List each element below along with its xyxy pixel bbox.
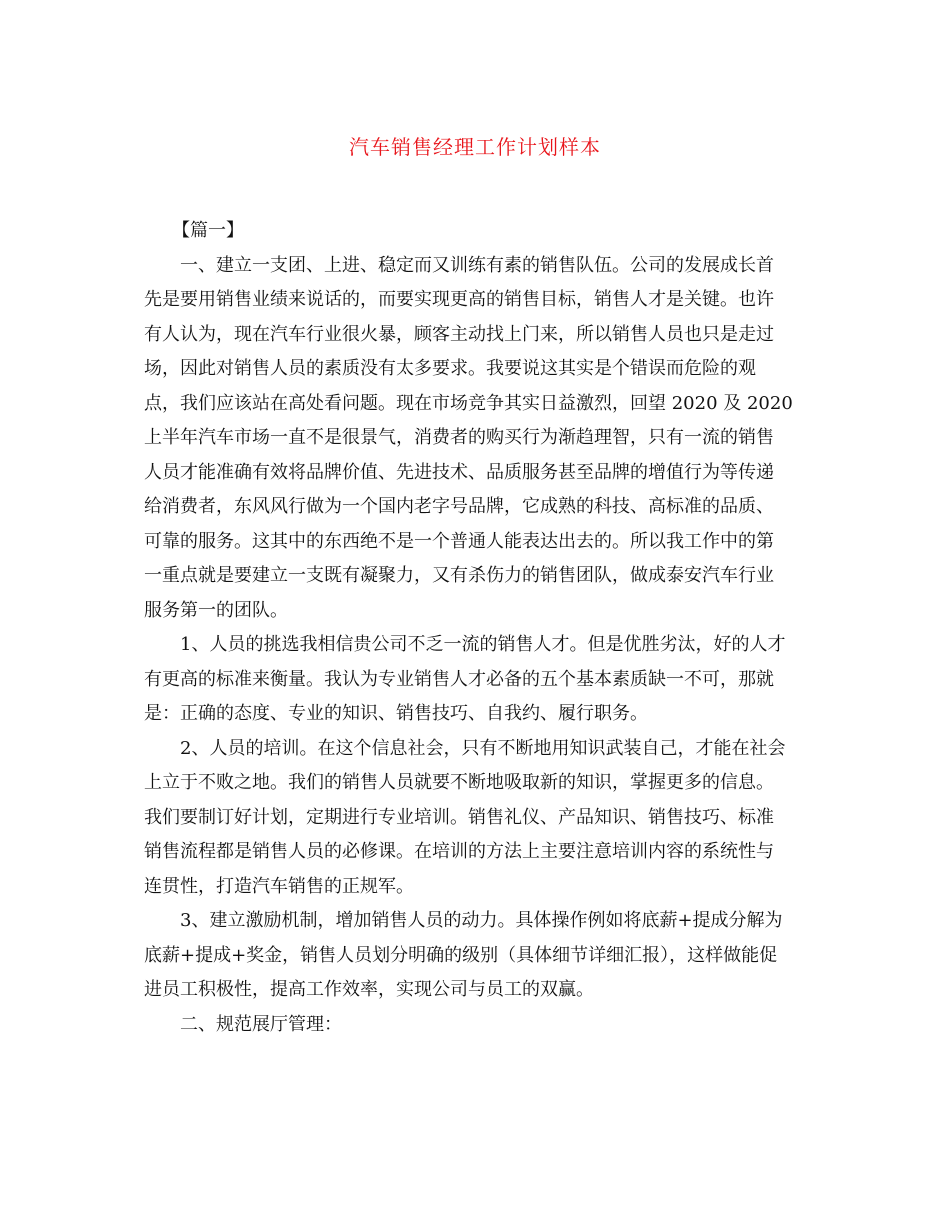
paragraph-line: 我们要制订好计划，定期进行专业培训。销售礼仪、产品知识、销售技巧、标准 — [144, 806, 774, 828]
paragraph-line: 场，因此对销售人员的素质没有太多要求。我要说这其实是个错误而危险的观 — [144, 358, 756, 379]
section-label: 【篇一】 — [172, 220, 244, 241]
paragraph-line: 一重点就是要建立一支既有凝聚力，又有杀伤力的销售团队，做成泰安汽车行业 — [144, 565, 774, 586]
paragraph-line: 2、人员的培训。在这个信息社会，只有不断地用知识武装自己，才能在社会 — [180, 737, 786, 759]
paragraph-line: 销售流程都是销售人员的必修课。在培训的方法上主要注意培训内容的系统性与 — [144, 841, 774, 862]
paragraph-line: 底薪+提成+奖金，销售人员划分明确的级别（具体细节详细汇报），这样做能促 — [144, 944, 778, 966]
paragraph-line: 是：正确的态度、专业的知识、销售技巧、自我约、履行职务。 — [144, 703, 648, 724]
paragraph-line: 有人认为，现在汽车行业很火暴，顾客主动找上门来，所以销售人员也只是走过 — [144, 323, 774, 345]
paragraph-line: 上半年汽车市场一直不是很景气，消费者的购买行为渐趋理智，只有一流的销售 — [144, 427, 774, 448]
document-body — [144, 214, 804, 1042]
paragraph-line: 3、建立激励机制，增加销售人员的动力。具体操作例如将底薪+提成分解为 — [180, 910, 783, 931]
paragraph-line: 1、人员的挑选我相信贵公司不乏一流的销售人才。但是优胜劣汰，好的人才 — [180, 634, 786, 655]
paragraph-line: 先是要用销售业绩来说话的，而要实现更高的销售目标，销售人才是关键。也许 — [144, 289, 774, 310]
paragraph-line: 二、规范展厅管理： — [180, 1013, 342, 1035]
paragraph-line: 一、建立一支团、上进、稳定而又训练有素的销售队伍。公司的发展成长首 — [180, 254, 774, 276]
paragraph-line: 人员才能准确有效将品牌价值、先进技术、品质服务甚至品牌的增值行为等传递 — [144, 461, 774, 483]
paragraph-line: 有更高的标准来衡量。我认为专业销售人才必备的五个基本素质缺一不可，那就 — [144, 668, 774, 690]
paragraph-line: 可靠的服务。这其中的东西绝不是一个普通人能表达出去的。所以我工作中的第 — [144, 530, 774, 552]
paragraph-line: 连贯性，打造汽车销售的正规军。 — [144, 875, 414, 897]
paragraph-line: 点，我们应该站在高处看问题。现在市场竞争其实日益激烈，回望 2020 及 2020 — [144, 392, 793, 414]
paragraph-line: 给消费者，东风风行做为一个国内老字号品牌，它成熟的科技、高标准的品质、 — [144, 496, 774, 517]
document-title: 汽车销售经理工作计划样本 — [349, 135, 601, 159]
paragraph-line: 进员工积极性，提高工作效率，实现公司与员工的双赢。 — [144, 979, 594, 1000]
paragraph-line: 服务第一的团队。 — [144, 599, 288, 621]
paragraph-line: 上立于不败之地。我们的销售人员就要不断地吸取新的知识，掌握更多的信息。 — [144, 772, 774, 793]
